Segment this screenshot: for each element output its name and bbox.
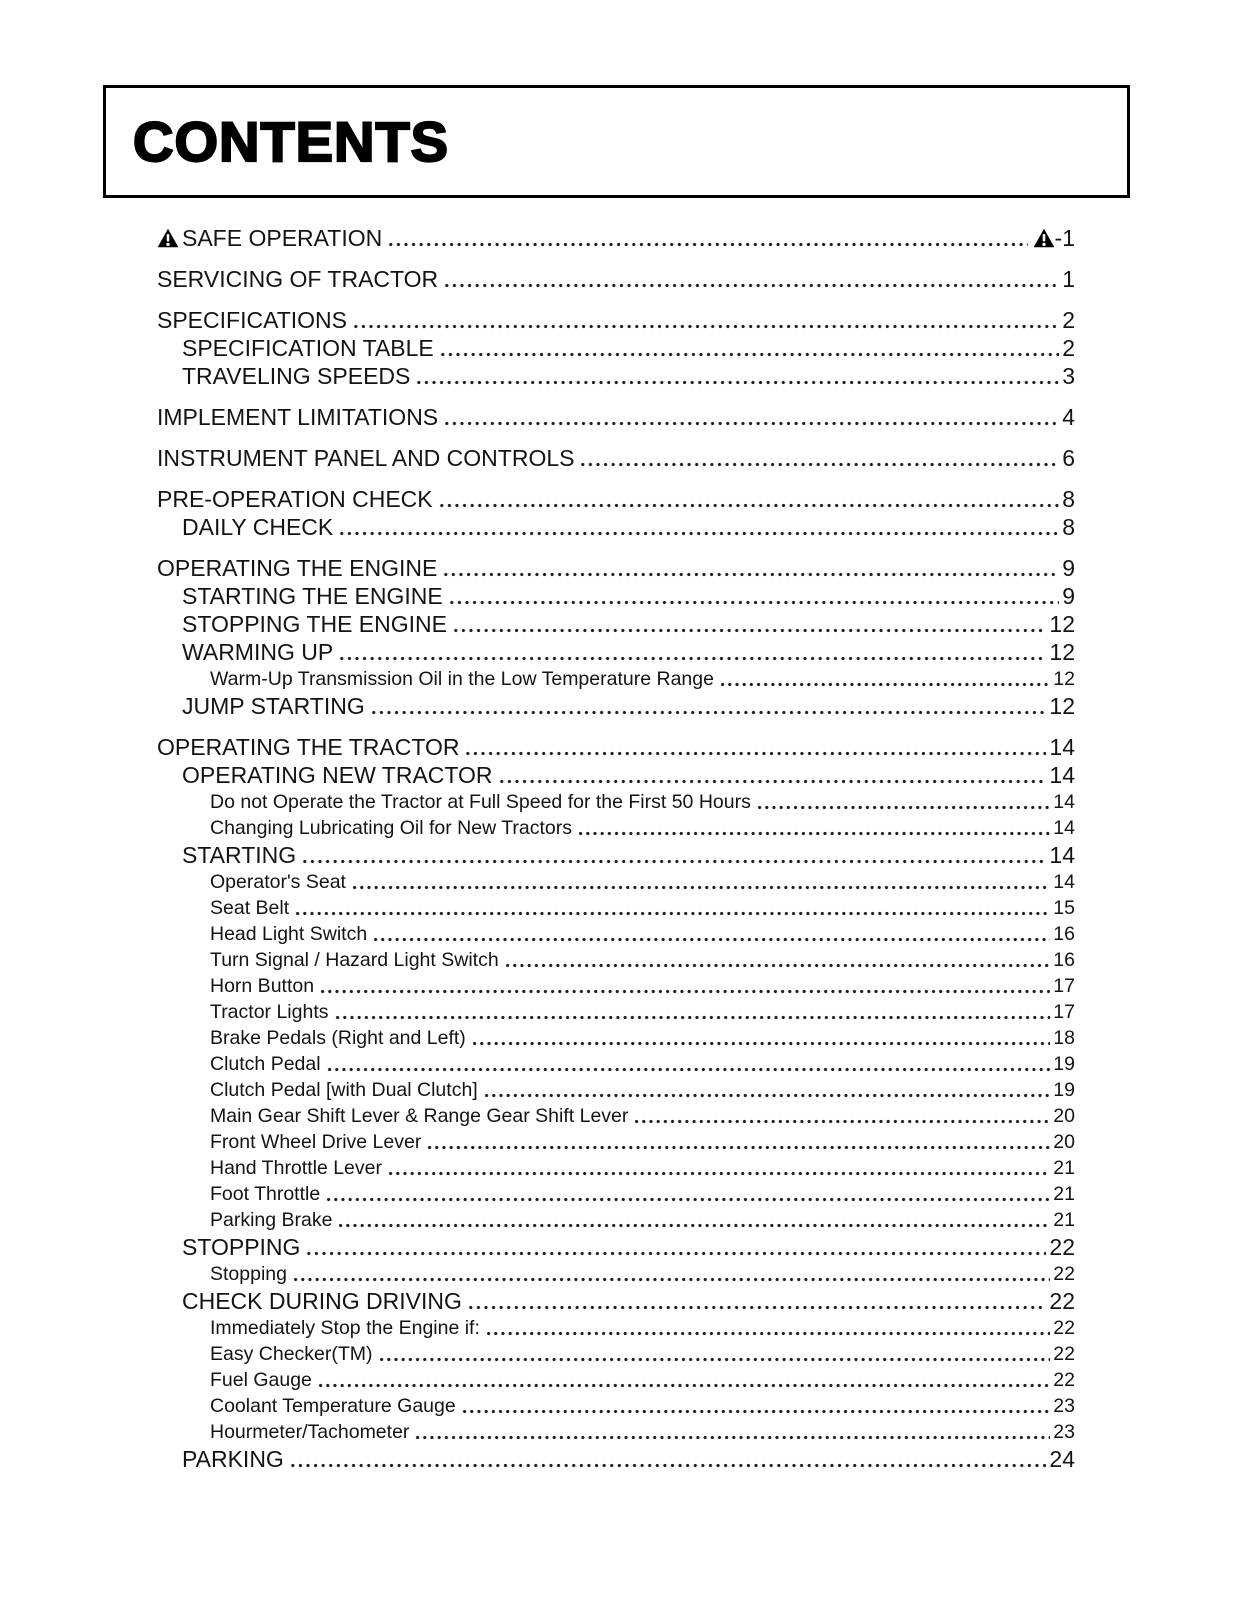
dot-leader xyxy=(305,1233,1046,1261)
dot-leader xyxy=(387,224,1027,252)
toc-entry-page: 14 xyxy=(1049,734,1075,760)
toc-entry-label: Stopping xyxy=(210,1263,287,1285)
toc-entry-label: Operator's Seat xyxy=(210,871,346,893)
dot-leader xyxy=(415,362,1059,390)
toc-entry-page: 17 xyxy=(1053,975,1075,997)
toc-entry-label: JUMP STARTING xyxy=(182,693,365,719)
toc-entry-label: STARTING xyxy=(182,842,297,868)
toc-entry-label: DAILY CHECK xyxy=(182,514,334,540)
dot-leader xyxy=(504,947,1051,973)
toc-entry xyxy=(157,1287,1075,1315)
toc-entry xyxy=(157,1181,1075,1207)
toc-entry xyxy=(157,761,1075,789)
toc-entry xyxy=(157,1261,1075,1287)
toc-entry-label: Clutch Pedal xyxy=(210,1053,321,1075)
toc-entry-page: 18 xyxy=(1053,1027,1075,1049)
toc-entry-page: 16 xyxy=(1053,949,1075,971)
toc-entry-label: Easy Checker(TM) xyxy=(210,1343,373,1365)
toc-entry xyxy=(157,638,1075,666)
toc-entry-label: STARTING THE ENGINE xyxy=(182,583,443,609)
toc-entry xyxy=(157,362,1075,390)
toc-entry-page: 22 xyxy=(1053,1317,1075,1339)
toc-entry-page: 12 xyxy=(1049,639,1075,665)
dot-leader xyxy=(438,485,1060,513)
toc-entry xyxy=(157,815,1075,841)
toc-entry xyxy=(157,554,1075,582)
toc-entry-label: Immediately Stop the Engine if: xyxy=(210,1317,480,1339)
dot-leader xyxy=(633,1103,1050,1129)
toc-entry-label: OPERATING THE TRACTOR xyxy=(157,734,460,760)
toc-entry-page: 12 xyxy=(1049,693,1075,719)
toc-entry xyxy=(157,733,1075,761)
toc-entry-label: INSTRUMENT PANEL AND CONTROLS xyxy=(157,445,575,471)
dot-leader xyxy=(378,1341,1051,1367)
toc-entry-label: SPECIFICATIONS xyxy=(157,307,347,333)
toc-entry-label: STOPPING THE ENGINE xyxy=(182,611,447,637)
dot-leader xyxy=(351,869,1050,895)
toc-entry-label: Horn Button xyxy=(210,975,315,997)
toc-entry-page: 22 xyxy=(1053,1343,1075,1365)
toc-entry xyxy=(157,403,1075,431)
toc-entry-label: Turn Signal / Hazard Light Switch xyxy=(210,949,499,971)
toc-entry-label: SERVICING OF TRACTOR xyxy=(157,266,439,292)
toc-entry-page: 2 xyxy=(1062,335,1075,361)
toc-entry-label: CHECK DURING DRIVING xyxy=(182,1288,462,1314)
dot-leader xyxy=(319,973,1050,999)
toc-entry-page: 12 xyxy=(1053,668,1075,690)
dot-leader xyxy=(292,1261,1050,1287)
toc-entry xyxy=(157,789,1075,815)
toc-entry xyxy=(157,1103,1075,1129)
toc-entry xyxy=(157,306,1075,334)
dot-leader xyxy=(461,1393,1051,1419)
toc-entry-page: 22 xyxy=(1049,1234,1075,1260)
dot-leader xyxy=(443,403,1059,431)
dot-leader xyxy=(294,895,1050,921)
toc-entry-page: 1 xyxy=(1062,266,1075,292)
toc-entry-label: Head Light Switch xyxy=(210,923,368,945)
toc-entry-page: 19 xyxy=(1053,1053,1075,1075)
dot-leader xyxy=(579,444,1059,472)
dot-leader xyxy=(325,1181,1050,1207)
toc-entry xyxy=(157,334,1075,362)
toc-entry-label: OPERATING NEW TRACTOR xyxy=(182,762,493,788)
toc-entry-page: -1 xyxy=(1054,225,1075,251)
dot-leader xyxy=(387,1155,1050,1181)
toc-entry-label: Parking Brake xyxy=(210,1209,333,1231)
toc-entry-label: PRE-OPERATION CHECK xyxy=(157,486,433,512)
toc-entry-page: 20 xyxy=(1053,1131,1075,1153)
toc-entry xyxy=(157,841,1075,869)
dot-leader xyxy=(289,1445,1047,1473)
toc-entry-page: 8 xyxy=(1062,514,1075,540)
toc-entry-label: Front Wheel Drive Lever xyxy=(210,1131,422,1153)
dot-leader xyxy=(443,265,1059,293)
dot-leader xyxy=(577,815,1050,841)
dot-leader xyxy=(471,1025,1050,1051)
dot-leader xyxy=(756,789,1050,815)
toc-entry-label: TRAVELING SPEEDS xyxy=(182,363,411,389)
toc-entry-label: Coolant Temperature Gauge xyxy=(210,1395,456,1417)
toc-entry-label: Warm-Up Transmission Oil in the Low Temperature Range xyxy=(210,668,714,690)
toc-entry-page: 3 xyxy=(1062,363,1075,389)
toc-entry-label: Clutch Pedal [with Dual Clutch] xyxy=(210,1079,478,1101)
toc-entry xyxy=(157,610,1075,638)
dot-leader xyxy=(372,921,1050,947)
dot-leader xyxy=(338,638,1046,666)
dot-leader xyxy=(464,733,1046,761)
dot-leader xyxy=(414,1419,1050,1445)
toc-entry-page: 17 xyxy=(1053,1001,1075,1023)
toc-entry-label: Tractor Lights xyxy=(210,1001,329,1023)
toc-entry xyxy=(157,869,1075,895)
dot-leader xyxy=(301,841,1046,869)
toc-entry xyxy=(157,224,1075,252)
toc-entry-page: 8 xyxy=(1062,486,1075,512)
dot-leader xyxy=(442,554,1059,582)
toc-entry-page: 19 xyxy=(1053,1079,1075,1101)
toc-entry-page: 20 xyxy=(1053,1105,1075,1127)
toc-entry-label: Changing Lubricating Oil for New Tractors xyxy=(210,817,572,839)
toc-entry-page: 21 xyxy=(1053,1183,1075,1205)
toc-entry xyxy=(157,1051,1075,1077)
toc-entry-label: Hourmeter/Tachometer xyxy=(210,1421,410,1443)
toc-entry xyxy=(157,1077,1075,1103)
toc-entry xyxy=(157,485,1075,513)
dot-leader xyxy=(338,513,1059,541)
title-box xyxy=(103,85,1130,198)
toc-entry-label: Foot Throttle xyxy=(210,1183,321,1205)
toc-entry-label: Do not Operate the Tractor at Full Speed for the First 50 Hours xyxy=(210,791,751,813)
toc-entry-page: 14 xyxy=(1053,817,1075,839)
toc-entry xyxy=(157,973,1075,999)
toc-entry xyxy=(157,265,1075,293)
toc-entry-page: 6 xyxy=(1062,445,1075,471)
dot-leader xyxy=(452,610,1046,638)
toc-entry-label: WARMING UP xyxy=(182,639,334,665)
toc-entry-page: 16 xyxy=(1053,923,1075,945)
toc-entry-page: 21 xyxy=(1053,1209,1075,1231)
toc-entry xyxy=(157,582,1075,610)
toc-entry xyxy=(157,1367,1075,1393)
toc-entry-label: SPECIFICATION TABLE xyxy=(182,335,434,361)
toc-entry xyxy=(157,1445,1075,1473)
table-of-contents xyxy=(157,224,1075,1473)
toc-entry xyxy=(157,947,1075,973)
toc-entry-page: 24 xyxy=(1049,1446,1075,1472)
toc-entry-page: 14 xyxy=(1053,791,1075,813)
toc-entry-label: IMPLEMENT LIMITATIONS xyxy=(157,404,439,430)
toc-entry-label: Hand Throttle Lever xyxy=(210,1157,382,1179)
toc-entry-label: PARKING xyxy=(182,1446,284,1472)
dot-leader xyxy=(370,692,1047,720)
toc-entry xyxy=(157,999,1075,1025)
toc-entry xyxy=(157,692,1075,720)
toc-entry xyxy=(157,666,1075,692)
toc-entry xyxy=(157,921,1075,947)
toc-entry-page: 2 xyxy=(1062,307,1075,333)
toc-entry-page: 9 xyxy=(1062,555,1075,581)
toc-entry xyxy=(157,1129,1075,1155)
toc-entry-page: 15 xyxy=(1053,897,1075,919)
toc-entry-page: 23 xyxy=(1053,1421,1075,1443)
toc-entry-page: 12 xyxy=(1049,611,1075,637)
toc-entry xyxy=(157,513,1075,541)
safety-alert-icon xyxy=(157,228,179,248)
dot-leader xyxy=(719,666,1050,692)
dot-leader xyxy=(498,761,1047,789)
toc-entry xyxy=(157,1315,1075,1341)
toc-entry-label: Fuel Gauge xyxy=(210,1369,312,1391)
dot-leader xyxy=(337,1207,1050,1233)
dot-leader xyxy=(352,306,1059,334)
toc-entry xyxy=(157,1419,1075,1445)
toc-entry xyxy=(157,1393,1075,1419)
toc-entry-page: 23 xyxy=(1053,1395,1075,1417)
safety-alert-icon xyxy=(1033,228,1055,248)
dot-leader xyxy=(483,1077,1051,1103)
dot-leader xyxy=(467,1287,1047,1315)
toc-entry-page: 9 xyxy=(1062,583,1075,609)
toc-entry xyxy=(157,1155,1075,1181)
toc-entry-page: 22 xyxy=(1053,1369,1075,1391)
toc-entry-label: OPERATING THE ENGINE xyxy=(157,555,438,581)
toc-entry xyxy=(157,1233,1075,1261)
toc-entry-label: Main Gear Shift Lever & Range Gear Shift Lever xyxy=(210,1105,629,1127)
dot-leader xyxy=(334,999,1051,1025)
toc-entry-page: 14 xyxy=(1049,842,1075,868)
toc-entry-page: 14 xyxy=(1049,762,1075,788)
toc-entry xyxy=(157,1207,1075,1233)
dot-leader xyxy=(448,582,1059,610)
toc-entry-page: 21 xyxy=(1053,1157,1075,1179)
toc-entry xyxy=(157,1025,1075,1051)
dot-leader xyxy=(439,334,1059,362)
dot-leader xyxy=(485,1315,1050,1341)
toc-entry xyxy=(157,444,1075,472)
page-title: CONTENTS xyxy=(133,109,449,173)
toc-entry xyxy=(157,895,1075,921)
dot-leader xyxy=(326,1051,1051,1077)
toc-entry-label: Seat Belt xyxy=(210,897,290,919)
toc-entry-label: SAFE OPERATION xyxy=(182,225,383,251)
toc-entry xyxy=(157,1341,1075,1367)
toc-entry-page: 22 xyxy=(1049,1288,1075,1314)
toc-entry-page: 14 xyxy=(1053,871,1075,893)
toc-entry-page: 4 xyxy=(1062,404,1075,430)
toc-entry-page: 22 xyxy=(1053,1263,1075,1285)
dot-leader xyxy=(317,1367,1050,1393)
dot-leader xyxy=(426,1129,1050,1155)
toc-entry-label: STOPPING xyxy=(182,1234,301,1260)
toc-entry-label: Brake Pedals (Right and Left) xyxy=(210,1027,466,1049)
